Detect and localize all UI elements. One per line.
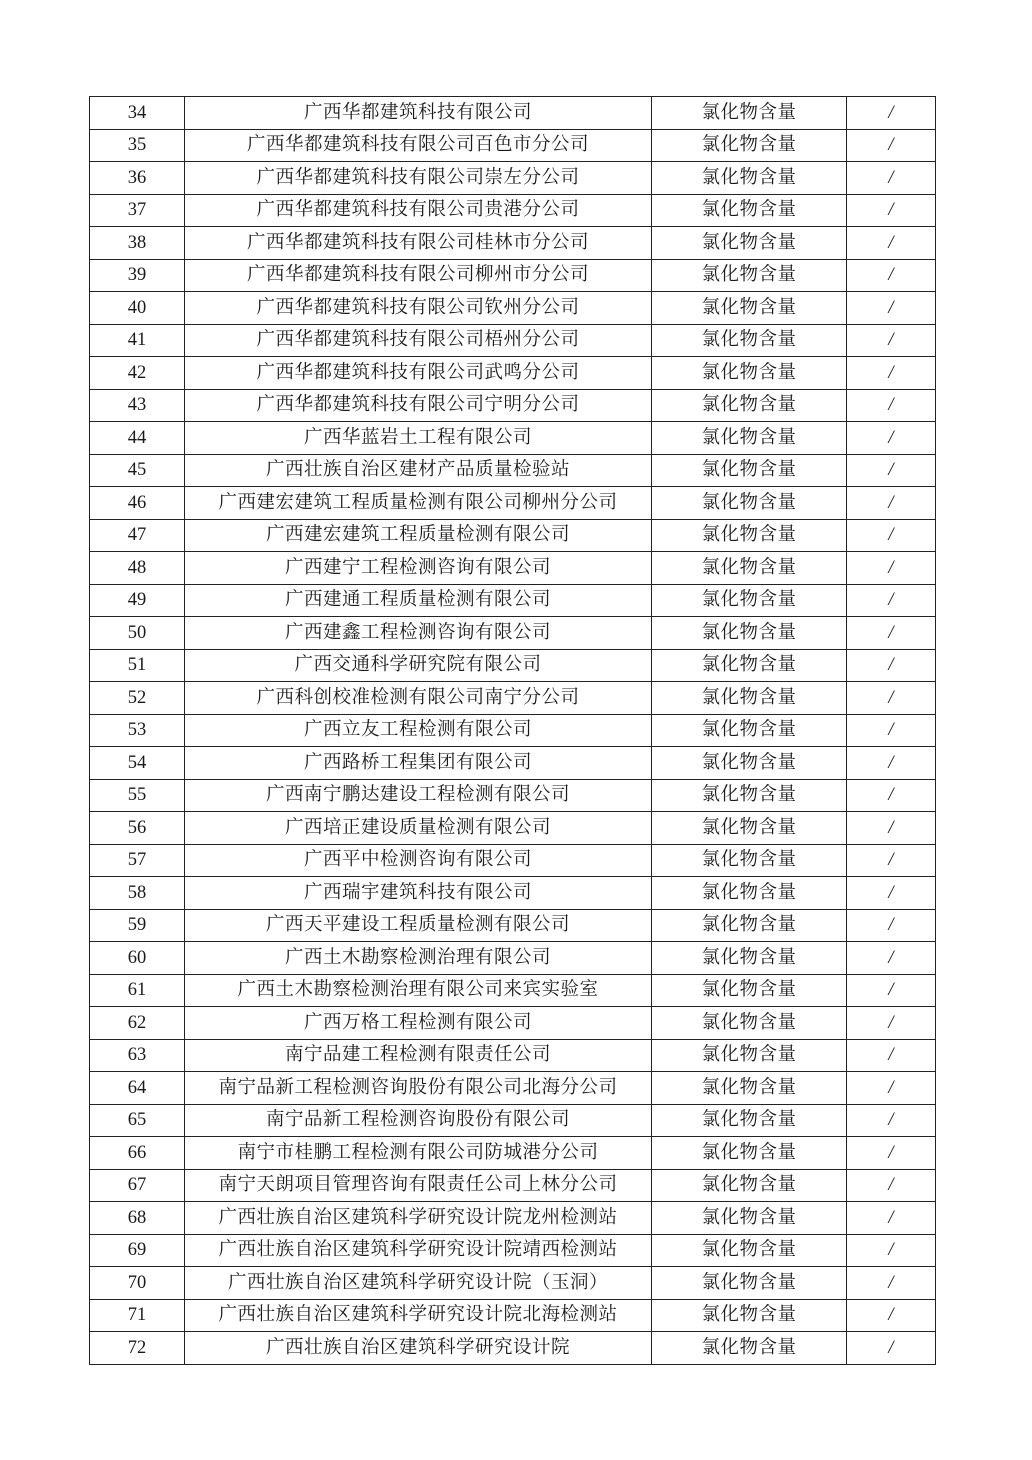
row-number-cell: 36: [90, 162, 185, 195]
remark-cell: /: [847, 1039, 936, 1072]
remark-cell: /: [847, 519, 936, 552]
table-row: [90, 1072, 936, 1105]
remark-cell: /: [847, 974, 936, 1007]
test-item-cell: 氯化物含量: [652, 877, 847, 910]
remark-cell: /: [847, 454, 936, 487]
test-item-cell: 氯化物含量: [652, 227, 847, 260]
remark-cell: /: [847, 487, 936, 520]
institution-name-cell: 广西华都建筑科技有限公司武鸣分公司: [185, 357, 652, 390]
remark-cell: /: [847, 259, 936, 292]
remark-cell: /: [847, 617, 936, 650]
remark-cell: /: [847, 1007, 936, 1040]
institution-name-cell: 广西路桥工程集团有限公司: [185, 747, 652, 780]
row-number-cell: 47: [90, 519, 185, 552]
institution-name-cell: 广西建鑫工程检测咨询有限公司: [185, 617, 652, 650]
institution-name-cell: 广西壮族自治区建筑科学研究设计院（玉洞）: [185, 1267, 652, 1300]
test-item-cell: 氯化物含量: [652, 909, 847, 942]
institution-name-cell: 广西建宏建筑工程质量检测有限公司: [185, 519, 652, 552]
institution-name-cell: 广西华都建筑科技有限公司: [185, 97, 652, 130]
test-item-cell: 氯化物含量: [652, 747, 847, 780]
row-number-cell: 40: [90, 292, 185, 325]
test-item-cell: 氯化物含量: [652, 162, 847, 195]
row-number-cell: 60: [90, 942, 185, 975]
remark-cell: /: [847, 324, 936, 357]
table-row: [90, 1169, 936, 1202]
institution-name-cell: 南宁品新工程检测咨询股份有限公司北海分公司: [185, 1072, 652, 1105]
remark-cell: /: [847, 194, 936, 227]
institution-name-cell: 广西壮族自治区建筑科学研究设计院龙州检测站: [185, 1202, 652, 1235]
row-number-cell: 38: [90, 227, 185, 260]
remark-cell: /: [847, 1104, 936, 1137]
test-item-cell: 氯化物含量: [652, 519, 847, 552]
remark-cell: /: [847, 162, 936, 195]
institution-name-cell: 广西壮族自治区建材产品质量检验站: [185, 454, 652, 487]
institution-name-cell: 广西华蓝岩土工程有限公司: [185, 422, 652, 455]
remark-cell: /: [847, 942, 936, 975]
institution-name-cell: 南宁市桂鹏工程检测有限公司防城港分公司: [185, 1137, 652, 1170]
remark-cell: /: [847, 779, 936, 812]
remark-cell: /: [847, 227, 936, 260]
institution-name-cell: 广西南宁鹏达建设工程检测有限公司: [185, 779, 652, 812]
row-number-cell: 37: [90, 194, 185, 227]
table-row: [90, 682, 936, 715]
test-item-cell: 氯化物含量: [652, 552, 847, 585]
table-row: [90, 324, 936, 357]
test-item-cell: 氯化物含量: [652, 584, 847, 617]
table-row: [90, 422, 936, 455]
row-number-cell: 55: [90, 779, 185, 812]
test-item-cell: 氯化物含量: [652, 1039, 847, 1072]
institution-name-cell: 广西立友工程检测有限公司: [185, 714, 652, 747]
test-item-cell: 氯化物含量: [652, 1169, 847, 1202]
row-number-cell: 45: [90, 454, 185, 487]
test-item-cell: 氯化物含量: [652, 324, 847, 357]
table-row: [90, 974, 936, 1007]
test-item-cell: 氯化物含量: [652, 454, 847, 487]
row-number-cell: 48: [90, 552, 185, 585]
remark-cell: /: [847, 682, 936, 715]
remark-cell: /: [847, 1202, 936, 1235]
test-item-cell: 氯化物含量: [652, 1202, 847, 1235]
test-item-cell: 氯化物含量: [652, 779, 847, 812]
test-item-cell: 氯化物含量: [652, 974, 847, 1007]
test-item-cell: 氯化物含量: [652, 292, 847, 325]
row-number-cell: 56: [90, 812, 185, 845]
table-row: [90, 714, 936, 747]
row-number-cell: 54: [90, 747, 185, 780]
row-number-cell: 66: [90, 1137, 185, 1170]
remark-cell: /: [847, 389, 936, 422]
institution-name-cell: 广西平中检测咨询有限公司: [185, 844, 652, 877]
test-item-cell: 氯化物含量: [652, 389, 847, 422]
institution-name-cell: 南宁品建工程检测有限责任公司: [185, 1039, 652, 1072]
test-item-cell: 氯化物含量: [652, 357, 847, 390]
table-row: [90, 779, 936, 812]
table-row: [90, 259, 936, 292]
row-number-cell: 59: [90, 909, 185, 942]
remark-cell: /: [847, 714, 936, 747]
remark-cell: /: [847, 1234, 936, 1267]
row-number-cell: 61: [90, 974, 185, 1007]
table-body: [90, 97, 936, 1365]
institution-name-cell: 广西华都建筑科技有限公司百色市分公司: [185, 129, 652, 162]
remark-cell: /: [847, 844, 936, 877]
test-item-cell: 氯化物含量: [652, 1137, 847, 1170]
row-number-cell: 63: [90, 1039, 185, 1072]
table-row: [90, 1332, 936, 1365]
table-row: [90, 1234, 936, 1267]
institution-name-cell: 广西万格工程检测有限公司: [185, 1007, 652, 1040]
remark-cell: /: [847, 1299, 936, 1332]
table-row: [90, 357, 936, 390]
table-row: [90, 552, 936, 585]
table-row: [90, 649, 936, 682]
institution-name-cell: 广西建通工程质量检测有限公司: [185, 584, 652, 617]
test-item-cell: 氯化物含量: [652, 1332, 847, 1365]
remark-cell: /: [847, 877, 936, 910]
row-number-cell: 43: [90, 389, 185, 422]
remark-cell: /: [847, 812, 936, 845]
remark-cell: /: [847, 292, 936, 325]
row-number-cell: 68: [90, 1202, 185, 1235]
institution-name-cell: 广西建宁工程检测咨询有限公司: [185, 552, 652, 585]
test-item-cell: 氯化物含量: [652, 97, 847, 130]
table-row: [90, 942, 936, 975]
table-row: [90, 1267, 936, 1300]
institution-name-cell: 广西壮族自治区建筑科学研究设计院: [185, 1332, 652, 1365]
test-item-cell: 氯化物含量: [652, 1072, 847, 1105]
institution-name-cell: 广西华都建筑科技有限公司梧州分公司: [185, 324, 652, 357]
institution-name-cell: 广西建宏建筑工程质量检测有限公司柳州分公司: [185, 487, 652, 520]
row-number-cell: 67: [90, 1169, 185, 1202]
test-item-cell: 氯化物含量: [652, 714, 847, 747]
remark-cell: /: [847, 1072, 936, 1105]
institution-name-cell: 广西华都建筑科技有限公司宁明分公司: [185, 389, 652, 422]
table-row: [90, 97, 936, 130]
row-number-cell: 65: [90, 1104, 185, 1137]
table-row: [90, 877, 936, 910]
row-number-cell: 42: [90, 357, 185, 390]
row-number-cell: 64: [90, 1072, 185, 1105]
row-number-cell: 71: [90, 1299, 185, 1332]
remark-cell: /: [847, 97, 936, 130]
institution-name-cell: 广西土木勘察检测治理有限公司: [185, 942, 652, 975]
row-number-cell: 41: [90, 324, 185, 357]
remark-cell: /: [847, 1169, 936, 1202]
row-number-cell: 70: [90, 1267, 185, 1300]
test-item-cell: 氯化物含量: [652, 617, 847, 650]
institution-name-cell: 南宁品新工程检测咨询股份有限公司: [185, 1104, 652, 1137]
test-item-cell: 氯化物含量: [652, 422, 847, 455]
test-item-cell: 氯化物含量: [652, 844, 847, 877]
table-row: [90, 519, 936, 552]
row-number-cell: 49: [90, 584, 185, 617]
institution-name-cell: 南宁天朗项目管理咨询有限责任公司上林分公司: [185, 1169, 652, 1202]
table-row: [90, 194, 936, 227]
test-item-cell: 氯化物含量: [652, 942, 847, 975]
table-row: [90, 1299, 936, 1332]
test-item-cell: 氯化物含量: [652, 194, 847, 227]
institution-name-cell: 广西壮族自治区建筑科学研究设计院北海检测站: [185, 1299, 652, 1332]
row-number-cell: 34: [90, 97, 185, 130]
remark-cell: /: [847, 584, 936, 617]
row-number-cell: 46: [90, 487, 185, 520]
test-item-cell: 氯化物含量: [652, 1007, 847, 1040]
row-number-cell: 57: [90, 844, 185, 877]
table-row: [90, 909, 936, 942]
row-number-cell: 51: [90, 649, 185, 682]
remark-cell: /: [847, 649, 936, 682]
remark-cell: /: [847, 422, 936, 455]
row-number-cell: 44: [90, 422, 185, 455]
table-row: [90, 487, 936, 520]
institution-name-cell: 广西华都建筑科技有限公司钦州分公司: [185, 292, 652, 325]
table-row: [90, 389, 936, 422]
table-row: [90, 227, 936, 260]
row-number-cell: 50: [90, 617, 185, 650]
test-item-cell: 氯化物含量: [652, 649, 847, 682]
table-row: [90, 1104, 936, 1137]
table-row: [90, 1039, 936, 1072]
row-number-cell: 58: [90, 877, 185, 910]
remark-cell: /: [847, 552, 936, 585]
row-number-cell: 69: [90, 1234, 185, 1267]
remark-cell: /: [847, 1267, 936, 1300]
remark-cell: /: [847, 129, 936, 162]
table-row: [90, 844, 936, 877]
test-item-cell: 氯化物含量: [652, 129, 847, 162]
institution-table: [89, 96, 936, 1365]
table-row: [90, 454, 936, 487]
remark-cell: /: [847, 909, 936, 942]
table-row: [90, 162, 936, 195]
test-item-cell: 氯化物含量: [652, 1299, 847, 1332]
institution-name-cell: 广西土木勘察检测治理有限公司来宾实验室: [185, 974, 652, 1007]
table-row: [90, 584, 936, 617]
institution-name-cell: 广西壮族自治区建筑科学研究设计院靖西检测站: [185, 1234, 652, 1267]
test-item-cell: 氯化物含量: [652, 1234, 847, 1267]
test-item-cell: 氯化物含量: [652, 682, 847, 715]
test-item-cell: 氯化物含量: [652, 1104, 847, 1137]
test-item-cell: 氯化物含量: [652, 487, 847, 520]
table-row: [90, 617, 936, 650]
test-item-cell: 氯化物含量: [652, 259, 847, 292]
institution-name-cell: 广西华都建筑科技有限公司柳州市分公司: [185, 259, 652, 292]
institution-name-cell: 广西交通科学研究院有限公司: [185, 649, 652, 682]
table-row: [90, 747, 936, 780]
institution-name-cell: 广西瑞宇建筑科技有限公司: [185, 877, 652, 910]
row-number-cell: 52: [90, 682, 185, 715]
test-item-cell: 氯化物含量: [652, 812, 847, 845]
table-row: [90, 1202, 936, 1235]
row-number-cell: 35: [90, 129, 185, 162]
table-row: [90, 292, 936, 325]
test-item-cell: 氯化物含量: [652, 1267, 847, 1300]
remark-cell: /: [847, 357, 936, 390]
institution-name-cell: 广西科创校准检测有限公司南宁分公司: [185, 682, 652, 715]
institution-name-cell: 广西华都建筑科技有限公司桂林市分公司: [185, 227, 652, 260]
table-row: [90, 1007, 936, 1040]
remark-cell: /: [847, 1137, 936, 1170]
row-number-cell: 72: [90, 1332, 185, 1365]
row-number-cell: 62: [90, 1007, 185, 1040]
institution-name-cell: 广西华都建筑科技有限公司崇左分公司: [185, 162, 652, 195]
remark-cell: /: [847, 1332, 936, 1365]
row-number-cell: 39: [90, 259, 185, 292]
table-row: [90, 1137, 936, 1170]
row-number-cell: 53: [90, 714, 185, 747]
institution-name-cell: 广西培正建设质量检测有限公司: [185, 812, 652, 845]
institution-name-cell: 广西华都建筑科技有限公司贵港分公司: [185, 194, 652, 227]
remark-cell: /: [847, 747, 936, 780]
institution-name-cell: 广西天平建设工程质量检测有限公司: [185, 909, 652, 942]
table-row: [90, 129, 936, 162]
table-row: [90, 812, 936, 845]
